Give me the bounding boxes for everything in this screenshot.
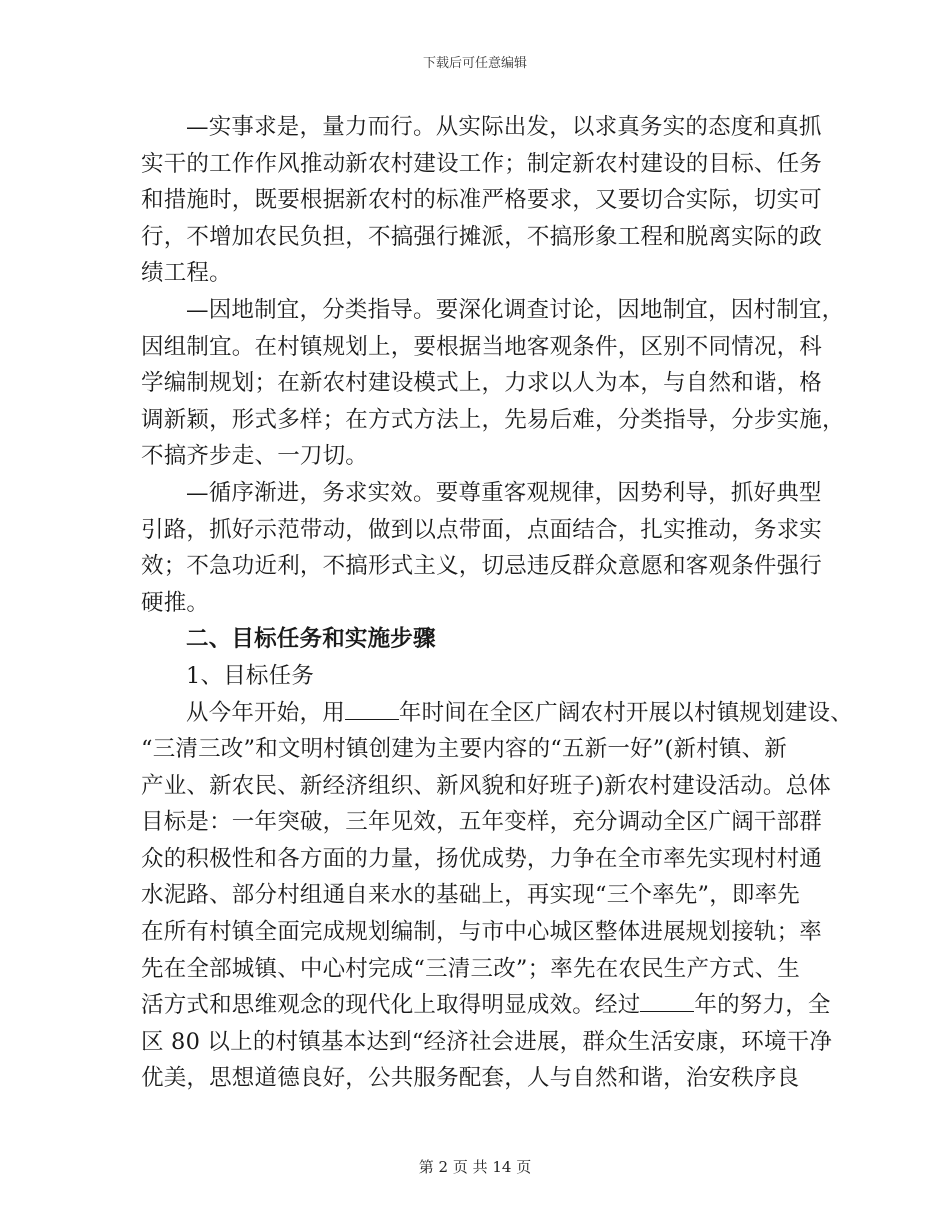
text-segment: 年的努力，全 (694, 992, 831, 1019)
page-number-footer: 第 2 页 共 14 页 (418, 1158, 532, 1176)
paragraph-line: 目标是：一年突破，三年见效，五年变样，充分调动全区广阔干部群 (141, 809, 823, 836)
paragraph-line: —循序渐进，务求实效。要尊重客观规律，因势利导，抓好典型 (186, 479, 822, 506)
page-header-note: 下载后可任意编辑 (422, 56, 527, 71)
paragraph-line: —实事求是，量力而行。从实际出发，以求真务实的态度和真抓 (186, 114, 822, 140)
paragraph-line: 学编制规划；在新农村建设模式上，力求以人为本，与自然和谐，格 (141, 370, 823, 397)
document-body (141, 109, 853, 1097)
paragraph-line (141, 695, 853, 732)
text-segment: 年时间在全区广阔农村开展以村镇规划建设、 (398, 699, 853, 726)
paragraph-line: 绩工程。 (141, 260, 232, 287)
fill-in-blank (640, 989, 694, 1012)
text-segment: 从今年开始，用 (186, 699, 345, 726)
section-heading: 二、目标任务和实施步骤 (186, 626, 436, 653)
paragraph-line: 实干的工作作风推动新农村建设工作；制定新农村建设的目标、任务 (141, 150, 823, 177)
paragraph-line: 优美，思想道德良好，公共服务配套，人与自然和谐，治安秩序良 (141, 1065, 800, 1092)
subsection-heading: 1、目标任务 (186, 662, 315, 689)
paragraph-line: 众的积极性和各方面的力量，扬优成势，力争在全市率先实现村村通 (141, 845, 823, 872)
fill-in-blank (345, 697, 399, 720)
paragraph-line: 行，不增加农民负担，不搞强行摊派，不搞形象工程和脱离实际的政 (141, 223, 823, 250)
paragraph-line: 水泥路、部分村组通自来水的基础上，再实现“三个率先”，即率先 (141, 882, 801, 909)
paragraph-line: 效；不急功近利，不搞形式主义，切忌违反群众意愿和客观条件强行 (141, 553, 823, 580)
paragraph-line: “三清三改”和文明村镇创建为主要内容的“五新一好”(新村镇、新 (141, 736, 787, 763)
paragraph-line: 因组制宜。在村镇规划上，要根据当地客观条件，区别不同情况，科 (141, 333, 823, 360)
paragraph-line: 在所有村镇全面完成规划编制，与市中心城区整体进展规划接轨；率 (141, 919, 823, 946)
paragraph-line: 调新颖，形式多样；在方式方法上，先易后难，分类指导，分步实施， (141, 406, 845, 433)
paragraph-line: 产业、新农民、新经济组织、新风貌和好班子)新农村建设活动。总体 (141, 772, 831, 799)
paragraph-line: 硬推。 (141, 589, 210, 616)
paragraph-line: 先在全部城镇、中心村完成“三清三改”；率先在农民生产方式、生 (141, 955, 801, 982)
paragraph-line: 引路，抓好示范带动，做到以点带面，点面结合，扎实推动，务求实 (141, 516, 823, 543)
text-segment: 活方式和思维观念的现代化上取得明显成效。经过 (141, 992, 641, 1019)
paragraph-line: 区 80 以上的村镇基本达到“经济社会进展，群众生活安康，环境干净 (141, 1028, 833, 1055)
paragraph-line: 不搞齐步走、一刀切。 (141, 443, 369, 470)
paragraph-line (141, 987, 831, 1024)
paragraph-line: 和措施时，既要根据新农村的标准严格要求，又要切合实际，切实可 (141, 187, 823, 214)
paragraph-line: —因地制宜，分类指导。要深化调查讨论，因地制宜，因村制宜， (186, 296, 845, 323)
